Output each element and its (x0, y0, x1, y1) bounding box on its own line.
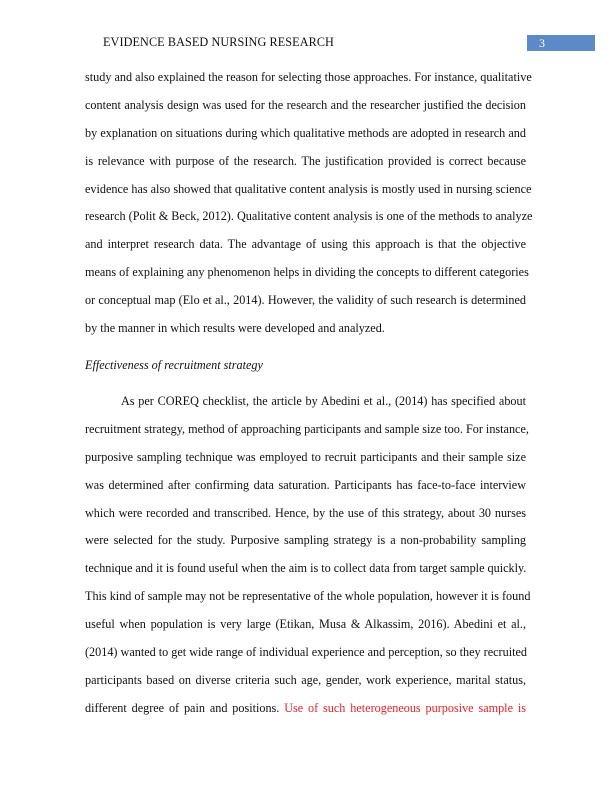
text-line: content analysis design was used for the research and the researcher justified the decision (85, 97, 526, 112)
text-line: study and also explained the reason for selecting those approaches. For instance, qualitative (85, 70, 532, 84)
text-line (85, 701, 526, 729)
text-line: research (Polit & Beck, 2012). Qualitative content analysis is one of the methods to analyze (85, 209, 533, 224)
text-line: or conceptual map (Elo et al., 2014). However, the validity of such research is determined (85, 293, 526, 308)
highlighted-text: Use of such heterogeneous purposive sample is (284, 700, 526, 715)
text-line: by the manner in which results were developed and analyzed. (85, 321, 385, 336)
text-line: by explanation on situations during which qualitative methods are adopted in research and (85, 125, 526, 140)
running-head: EVIDENCE BASED NURSING RESEARCH (103, 35, 334, 49)
text-line: recruitment strategy, method of approaching participants and sample size too. For instance, (85, 421, 529, 436)
page-number: 3 (527, 35, 595, 51)
text-line: useful when population is very large (Etikan, Musa & Alkassim, 2016). Abedini et al., (85, 617, 526, 632)
text-line: This kind of sample may not be representative of the whole population, however it is found (85, 589, 531, 604)
text-line: and interpret research data. The advantage of using this approach is that the objective (85, 237, 526, 252)
paragraph-2 (85, 394, 531, 729)
text-line: which were recorded and transcribed. Hence, by the use of this strategy, about 30 nurses (85, 505, 526, 520)
plain-text: different degree of pain and positions. (85, 700, 285, 715)
text-line: was determined after confirming data saturation. Participants has face-to-face interview (85, 477, 526, 492)
text-line: participants based on diverse criteria such age, gender, work experience, marital status, (85, 672, 526, 687)
text-line: As per COREQ checklist, the article by Abedini et al., (2014) has specified about (121, 394, 526, 408)
text-line: technique and it is found useful when the aim is to collect data from target sample quickly. (85, 561, 527, 576)
paragraph-1 (85, 70, 533, 349)
text-line: is relevance with purpose of the research. The justification provided is correct because (85, 153, 526, 168)
text-line: (2014) wanted to get wide range of individual experience and perception, so they recruited (85, 645, 527, 660)
text-line: were selected for the study. Purposive sampling strategy is a non-probability sampling (85, 533, 526, 548)
text-line: purposive sampling technique was employed to recruit participants and their sample size (85, 449, 526, 464)
section-heading: Effectiveness of recruitment strategy (85, 358, 263, 372)
text-line: means of explaining any phenomenon helps in dividing the concepts to different categories (85, 265, 529, 280)
text-line: evidence has also showed that qualitative content analysis is mostly used in nursing science (85, 181, 532, 196)
